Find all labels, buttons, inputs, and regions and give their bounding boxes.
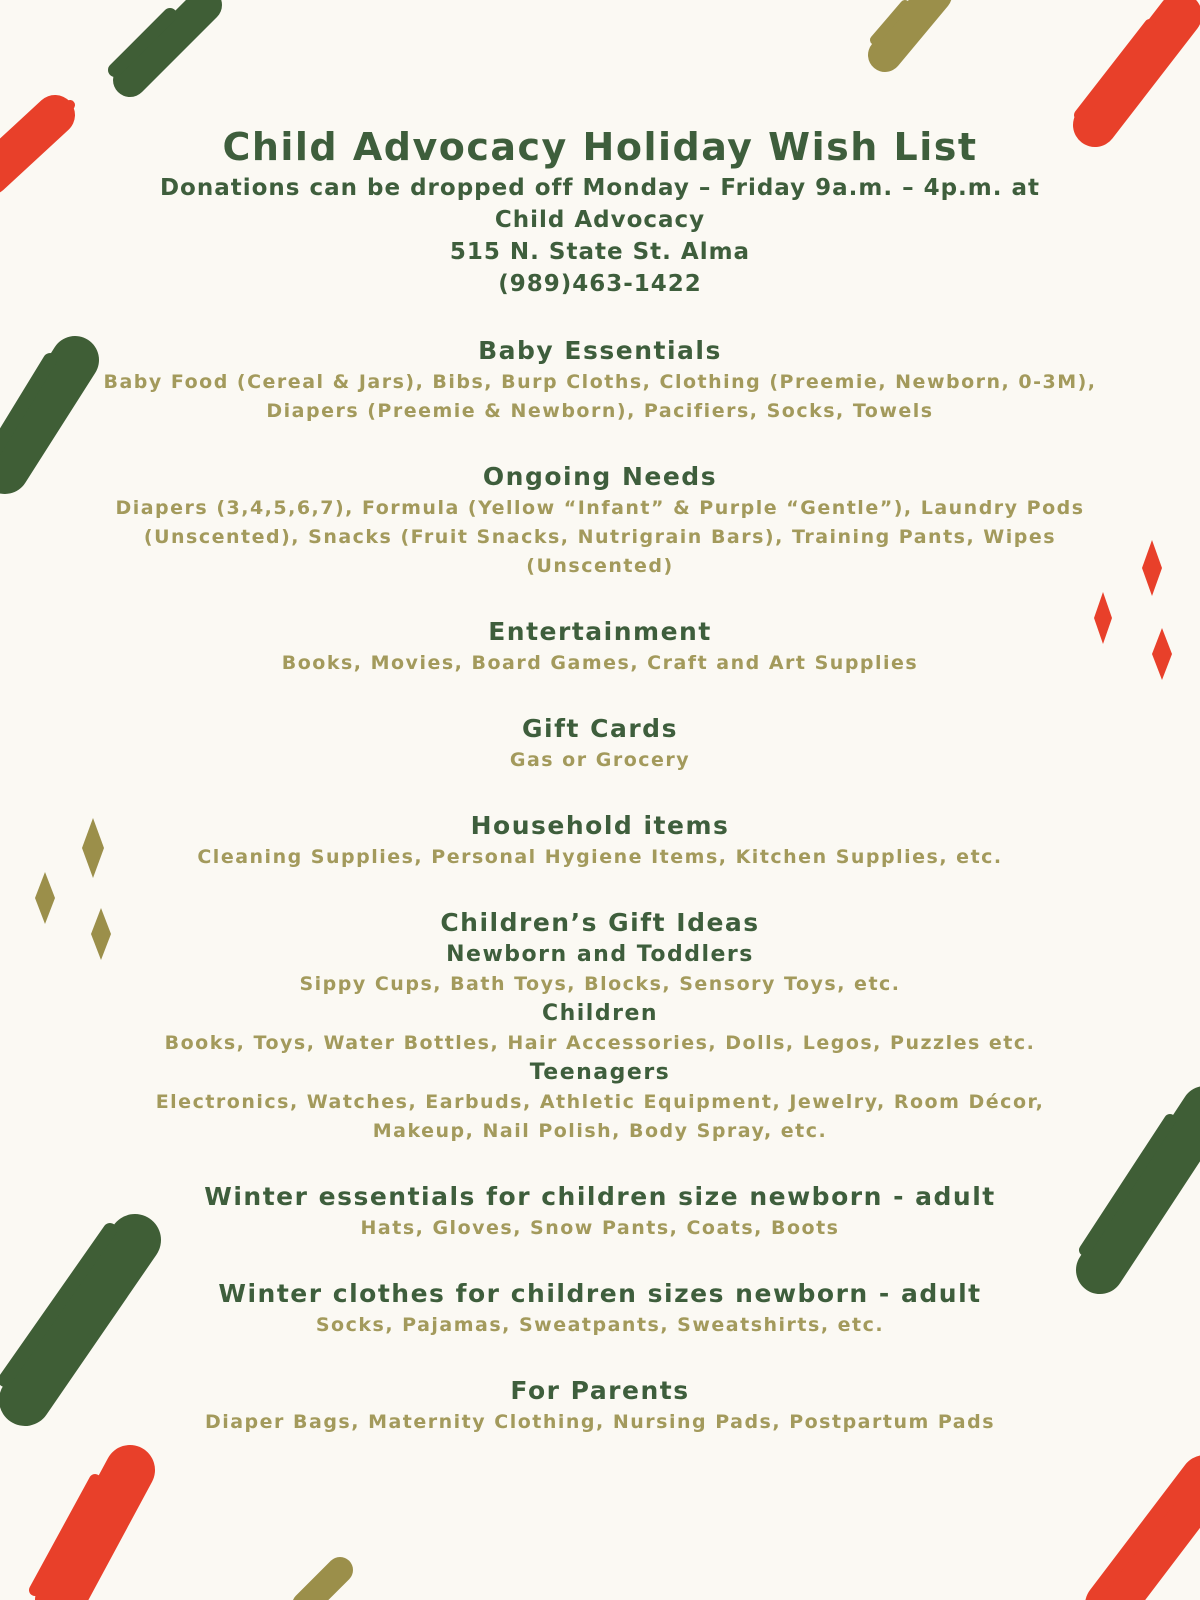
section-childrens-gift-ideas	[0, 906, 1200, 1146]
section-title: Winter clothes for children sizes newborn - adult	[218, 1279, 982, 1308]
section-winter-essentials	[0, 1180, 1200, 1243]
section-items: Socks, Pajamas, Sweatpants, Sweatshirts, etc.	[315, 1314, 885, 1336]
section-items: Diapers (3,4,5,6,7), Formula (Yellow “Infant” & Purple “Gentle”), Laundry Pods	[115, 497, 1085, 519]
red-brush-stroke-bottom-right	[1095, 1480, 1200, 1600]
section-items: Diaper Bags, Maternity Clothing, Nursing Pads, Postpartum Pads	[204, 1411, 996, 1433]
section-title: Gift Cards	[522, 714, 678, 743]
section-items: Diapers (Preemie & Newborn), Pacifiers, Socks, Towels	[266, 400, 934, 422]
section-ongoing-needs	[0, 460, 1200, 581]
section-items: Baby Food (Cereal & Jars), Bibs, Burp Cloths, Clothing (Preemie, Newborn, 0-3M),	[103, 371, 1097, 393]
section-title: Ongoing Needs	[482, 462, 718, 491]
section-items: (Unscented), Snacks (Fruit Snacks, Nutrigrain Bars), Training Pants, Wipes	[143, 526, 1057, 548]
section-items: Sippy Cups, Bath Toys, Blocks, Sensory Toys, etc.	[299, 973, 901, 995]
section-items: Hats, Gloves, Snow Pants, Coats, Boots	[360, 1217, 840, 1239]
section-items: Cleaning Supplies, Personal Hygiene Items, Kitchen Supplies, etc.	[197, 846, 1003, 868]
olive-brush-stroke-bottom	[305, 1570, 340, 1600]
red-brush-stroke-top-right	[1080, 15, 1180, 125]
green-brush-stroke-top-left	[115, 5, 205, 80]
olive-brush-stroke-top	[875, 0, 935, 55]
section-household-items	[0, 809, 1200, 872]
section-items: Makeup, Nail Polish, Body Spray, etc.	[372, 1120, 828, 1142]
subsection-title-newborn: Newborn and Toddlers	[446, 942, 754, 967]
section-entertainment	[0, 615, 1200, 678]
organization-phone: (989)463-1422	[498, 271, 702, 297]
section-title: For Parents	[510, 1376, 690, 1405]
dropoff-info: Donations can be dropped off Monday – Friday 9a.m. – 4p.m. at	[159, 175, 1041, 201]
page-title: Child Advocacy Holiday Wish List	[222, 125, 978, 169]
section-title: Household items	[470, 811, 730, 840]
section-gift-cards	[0, 712, 1200, 775]
organization-name: Child Advocacy	[494, 207, 706, 233]
section-items: (Unscented)	[526, 555, 674, 577]
section-items: Gas or Grocery	[509, 749, 691, 771]
organization-address: 515 N. State St. Alma	[449, 239, 751, 265]
section-title: Winter essentials for children size newborn - adult	[204, 1182, 996, 1211]
section-items: Books, Movies, Board Games, Craft and Art Supplies	[281, 652, 919, 674]
section-winter-clothes	[0, 1277, 1200, 1340]
red-brush-stroke-bottom-left	[35, 1470, 130, 1600]
section-baby-essentials	[0, 334, 1200, 426]
section-title: Entertainment	[488, 617, 712, 646]
section-title: Children’s Gift Ideas	[440, 908, 760, 937]
section-items: Electronics, Watches, Earbuds, Athletic Equipment, Jewelry, Room Décor,	[155, 1091, 1045, 1113]
subsection-title-teenagers: Teenagers	[529, 1060, 671, 1085]
subsection-title-children: Children	[541, 1001, 659, 1026]
section-title: Baby Essentials	[478, 336, 722, 365]
wish-list-content	[0, 122, 1200, 1437]
section-items: Books, Toys, Water Bottles, Hair Accessories, Dolls, Legos, Puzzles etc.	[164, 1032, 1036, 1054]
section-for-parents	[0, 1374, 1200, 1437]
